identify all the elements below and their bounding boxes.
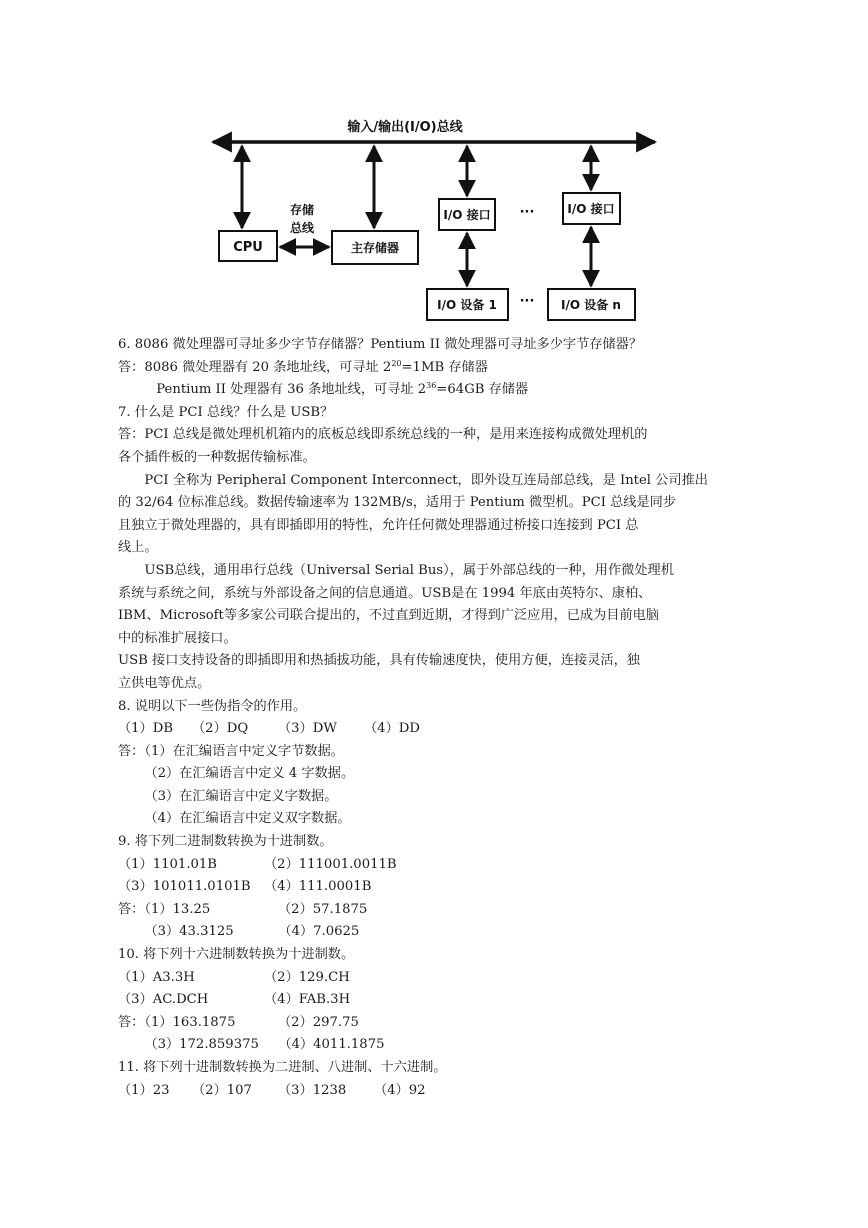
q10-answer-4: （4）4011.1875 [278,1037,385,1053]
q7-p3-line-4: 中的标准扩展接口。 [118,630,237,646]
q10-answers-row-1 [118,1012,758,1035]
q7-p2-line-4: 线上。 [118,540,158,556]
q9-item-3: （3）101011.0101B [118,879,251,895]
q9-item-2: （2）111001.0011B [264,856,397,872]
main-memory-label: 主存储器 [350,241,400,255]
q9-answers-row-2 [118,921,758,944]
q8-answer-4: （4）在汇编语言中定义双字数据。 [144,811,351,827]
q11-item-2: （2）107 [192,1082,252,1098]
q10-item-3: （3）AC.DCH [118,992,209,1008]
io-interface-1-label: I/O 接口 [443,208,491,222]
q9-answers-row-1 [118,899,758,922]
q9-items-row-2 [118,876,758,899]
q8-items [118,718,758,741]
q7-p2-line-2: 的 32/64 位标准总线。数据传输速率为 132MB/s，适用于 Pentium 微型机。PCI 总线是同步 [118,495,677,511]
io-bus-label: 输入/输出(I/O)总线 [347,120,463,135]
q6-answer-8086 [118,357,758,380]
q6-a2-exponent: 36 [426,381,437,391]
q10-question: 10. 将下列十六进制数转换为十进制数。 [118,947,355,963]
q8-item-1: （1）DB [118,721,174,737]
q10-answer-2: （2）297.75 [278,1014,359,1030]
q9-question: 9. 将下列二进制数转换为十进制数。 [118,834,333,850]
q7-p2-line-3: 且独立于微处理器的，具有即插即用的特性，允许任何微处理器通过桥接口连接到 PCI 总 [118,517,639,533]
ellipsis-interfaces: ··· [519,205,535,220]
q11-question: 11. 将下列十进制数转换为二进制、八进制、十六进制。 [118,1060,447,1075]
storage-bus-label-2: 总线 [289,221,315,235]
q7-p4-line-2: 立供电等优点。 [118,675,211,691]
q10-answers-row-2 [118,1034,758,1057]
bus-diagram [0,0,868,330]
q6-a2-result: =64GB 存储器 [436,382,529,398]
q9-answer-4: （4）7.0625 [278,924,360,940]
q10-item-2: （2）129.CH [264,969,350,985]
q11-item-3: （3）1238 [278,1082,347,1098]
q10-item-4: （4）FAB.3H [264,992,351,1008]
q7-question: 7. 什么是 PCI 总线？什么是 USB？ [118,404,334,420]
q6-answer-pentium [118,379,758,402]
q9-answer-3: （3）43.3125 [144,924,234,940]
q7-p3-line-1: USB总线，通用串行总线（Universal Serial Bus），属于外部总线的一种，用作微处理机 [144,562,674,578]
q9-items-row-1 [118,854,758,877]
q6-a1-text: 答：8086 微处理器有 20 条地址线，可寻址 2 [118,359,392,375]
io-device-n-label: I/O 设备 n [561,298,621,312]
q6-a1-exponent: 20 [391,358,402,368]
ellipsis-devices: ··· [519,294,535,309]
q9-answer-1: 答：（1）13.25 [118,901,211,917]
q9-answer-2: （2）57.1875 [278,901,368,917]
q8-item-3: （3）DW [278,721,337,737]
q9-item-1: （1）1101.01B [118,856,217,872]
q8-answer-2: （2）在汇编语言中定义 4 字数据。 [144,766,355,782]
document-body [118,334,758,1102]
cpu-label: CPU [233,240,263,255]
q7-p3-line-2: 系统与系统之间，系统与外部设备之间的信息通道。USB是在 1994 年底由英特尔、康柏、 [118,585,652,601]
q11-items [118,1080,758,1103]
q8-question: 8. 说明以下一些伪指令的作用。 [118,698,307,714]
q9-item-4: （4）111.0001B [264,879,372,895]
q6-a2-text: Pentium II 处理器有 36 条地址线，可寻址 2 [156,382,427,398]
q7-p1-line-2: 各个插件板的一种数据传输标准。 [118,449,316,465]
q8-answer-1: 答：（1）在汇编语言中定义字节数据。 [118,743,344,759]
q7-p1-line-1: 答：PCI 总线是微处理机机箱内的底板总线即系统总线的一种，是用来连接构成微处理机的 [118,427,648,443]
q10-answer-1: 答：（1）163.1875 [118,1014,236,1030]
q8-answer-3: （3）在汇编语言中定义字数据。 [144,788,338,804]
q11-item-1: （1）23 [118,1082,170,1098]
io-device-1-label: I/O 设备 1 [437,298,497,312]
q10-items-row-1 [118,967,758,990]
io-interface-n-label: I/O 接口 [567,202,615,216]
q6-a1-result: =1MB 存储器 [401,359,488,375]
q10-item-1: （1）A3.3H [118,969,195,985]
q7-p3-line-3: IBM、Microsoft等多家公司联合提出的，不过直到近期，才得到广泛应用，已成为目前电脑 [118,608,660,624]
q11-item-4: （4）92 [374,1082,426,1098]
q10-items-row-2 [118,989,758,1012]
q6-question: 6. 8086 微处理器可寻址多少字节存储器？Pentium II 微处理器可寻址多少字节存储器？ [118,337,643,352]
q8-item-4: （4）DD [364,721,420,737]
q10-answer-3: （3）172.859375 [144,1037,259,1053]
q7-p2-line-1: PCI 全称为 Peripheral Component Interconnect，即外设互连局部总线，是 Intel 公司推出 [144,472,708,488]
q8-item-2: （2）DQ [192,721,249,737]
q7-p4-line-1: USB 接口支持设备的即插即用和热插拔功能，具有传输速度快，使用方便，连接灵活，独 [118,653,640,669]
storage-bus-label-1: 存储 [289,203,315,217]
